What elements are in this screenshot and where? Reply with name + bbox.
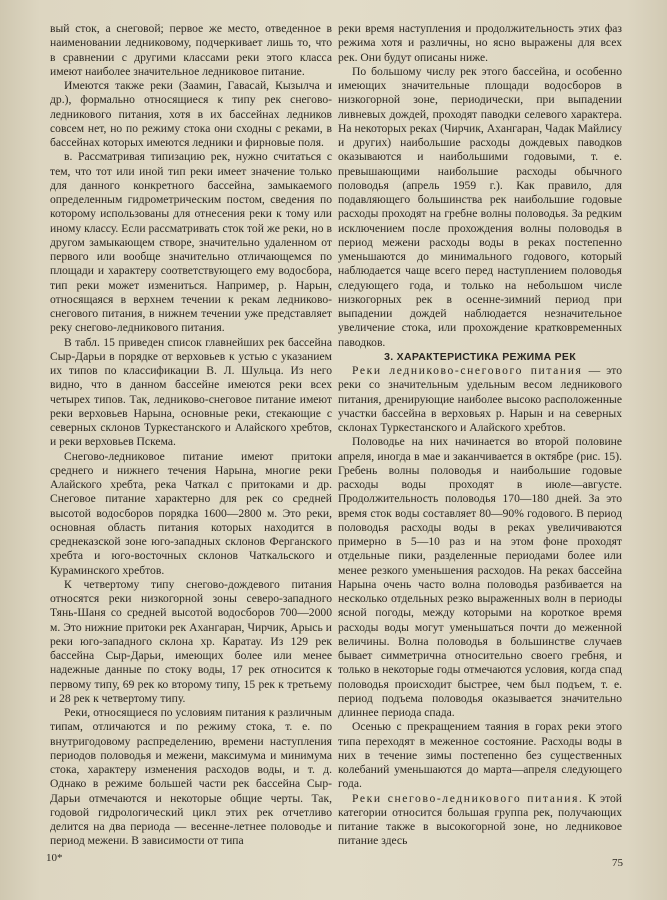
paragraph bbox=[338, 364, 622, 435]
paragraph: Реки, относящиеся по условиям питания к различным типам, отличаются и по режиму стока, т. е. по внутригодовому распределению, времени наступления периодов половодья и межени, максимума и минимума стока, характеру изменения расходов воды, и т. д. Однако в режиме большей части рек бассейна Сыр-Дарьи отмечаются и некоторые общие черты. Так, годовой гидрологический цикл этих рек отчетливо делится на два периода — весенне-летнее половодье и период межени. В зависимости от типа bbox=[50, 706, 332, 848]
spaced-lead-text: Реки ледниково-снегового питания bbox=[352, 364, 583, 377]
paragraph: В табл. 15 приведен список главнейших рек бассейна Сыр-Дарьи в порядке от верховьев к устью с указанием их типов по классификации В. Л. Шульца. Из него видно, что в данном бассейне имеются реки всех четырех типов. Так, ледниково-снеговое питание имеют реки верховьев Нарына, основные реки, стекающие с северных склонов Туркестанского и Алайского хребтов, и реки верховьев Пскема. bbox=[50, 335, 332, 449]
paragraph: реки время наступления и продолжительность этих фаз режима хотя и различны, но ясно выражены для всех рек. Они будут описаны ниже. bbox=[338, 22, 622, 64]
left-column bbox=[50, 22, 332, 849]
right-column bbox=[338, 22, 622, 849]
paragraph: Снегово-ледниковое питание имеют притоки среднего и нижнего течения Нарына, многие реки Алайского хребта, река Чаткал с притоками и др. Снеговое питание характерно для рек со средней высотой водосборов порядка 1600—2800 м. Это реки, основная область питания которых находится в среднеказской зоне юго-западных склонов Ферганского хребта и юго-восточных склонов Чаткальского и Кураминского хребтов. bbox=[50, 449, 332, 577]
paragraph bbox=[338, 792, 622, 849]
paragraph-text: — это реки со значительным удельным весом ледникового питания, дренирующие наиболее высоко расположенные участки бассейна в верховьях р. Нарын и на северных склонах Туркестанского и Алайского хребтов. bbox=[338, 364, 622, 434]
paragraph: К четвертому типу снегово-дождевого питания относятся реки низкогорной зоны северо-западного Тянь-Шаня со средней высотой водосборов 700—2000 м. Это нижние притоки рек Ахангаран, Чирчик, Арысь и реки юго-западного склона хр. Каратау. Из 129 рек бассейна Сыр-Дарьи, имеющих более или менее надежные данные по стоку воды, 17 рек относится к первому типу, 69 рек ко второму типу, 15 рек к третьему и 28 рек к четвертому типу. bbox=[50, 577, 332, 705]
paragraph: Половодье на них начинается во второй половине апреля, иногда в мае и заканчивается в октябре (рис. 15). Гребень волны половодья и наибольшие годовые расходы воды проходят в июле—августе. Продолжительность половодья 170—180 дней. За это время сток воды составляет 80—90% годового. В период половодья расходы воды в реках увеличиваются примерно в 5—10 раз и на этом фоне проходят отдельные пики, разделенные периодами более или менее резкого уменьшения расходов. На реках бассейна Нарына очень часто волна половодья разбивается на несколько отдельных резко выраженных волн в периоды ясной погоды, между которыми на короткое время расходы воды могут уменьшаться почти до меженной величины. Волна половодья в большинстве случаев бывает симметрична относительно своего гребня, и только в некоторые годы отмечаются условия, когда спад половодья происходит быстрее, чем был подъем, т. е. период подъема половодья оказывается значительно длиннее периода спада. bbox=[338, 435, 622, 719]
page-number: 75 bbox=[612, 857, 623, 869]
paragraph: в. Рассматривая типизацию рек, нужно считаться с тем, что тот или иной тип реки имеет значение только для данного конкретного бассейна, замыкаемого определенным гидрометрическим постом, сведения по которому использованы для отнесения реки к тому или иному классу. Если рассматривать сток той же реки, но в другом замыкающем створе, значительно удаленном от первого или вообще значительно отличающемся по площади и характеру соответствующего ему водосбора, тип реки может измениться. Например, р. Нарын, относящаяся в верхнем течении к рекам ледниково-снегового питания, в нижнем течении уже представляет реку снегово-ледникового питания. bbox=[50, 150, 332, 335]
paragraph: По большому числу рек этого бассейна, и особенно имеющих значительные площади водосборов в низкогорной зоне, периодически, при выпадении ливневых дождей, проходят паводки селевого характера. На некоторых реках (Чирчик, Ахангаран, Чадак Майлису и других) наибольшие расходы дождевых паводков оказываются и наибольшими годовыми, т. е. превышающими наибольшие расходы обычного половодья (апрель 1959 г.). Как правило, для подавляющего большинства рек наибольшие годовые расходы проходят на гребне волны половодья. За редким исключением после прохождения волны половодья в период межени расходы воды в реках постепенно уменьшаются до минимального годового, который наблюдается чаще всего перед наступлением половодья следующего года, и только на небольшом числе низкогорных рек в осенне-зимний период при выпадении дождей наблюдается незначительное увеличение стока, или прохождение кратковременных паводков. bbox=[338, 64, 622, 349]
section-heading: 3. ХАРАКТЕРИСТИКА РЕЖИМА РЕК bbox=[384, 350, 576, 363]
signature-mark: 10* bbox=[46, 852, 63, 864]
paragraph: Имеются также реки (Заамин, Гавасай, Кызылча и др.), формально относящиеся к типу рек снегово-ледникового питания, хотя в их бассейнах ледников совсем нет, но по режиму стока они сходны с реками, в бассейнах которых имеются ледники и фирновые поля. bbox=[50, 79, 332, 149]
paragraph: вый сток, а снеговой; первое же место, отведенное в наименовании ледниковому, подчеркивает лишь то, что в сравнении с другими классами реки этого класса имеют наиболее значительное ледниковое питание. bbox=[50, 22, 332, 78]
paragraph-text: К этой категории относится большая группа рек, получающих питание также в высокогорной зоне, но ледниковое питание здесь bbox=[338, 791, 622, 848]
paragraph: Осенью с прекращением таяния в горах реки этого типа переходят в меженное состояние. Расходы воды в них в течение зимы постепенно без существенных колебаний уменьшаются до марта—апреля следующего года. bbox=[338, 720, 622, 791]
spaced-lead-text: Реки снегово-ледникового питания. bbox=[352, 791, 584, 805]
